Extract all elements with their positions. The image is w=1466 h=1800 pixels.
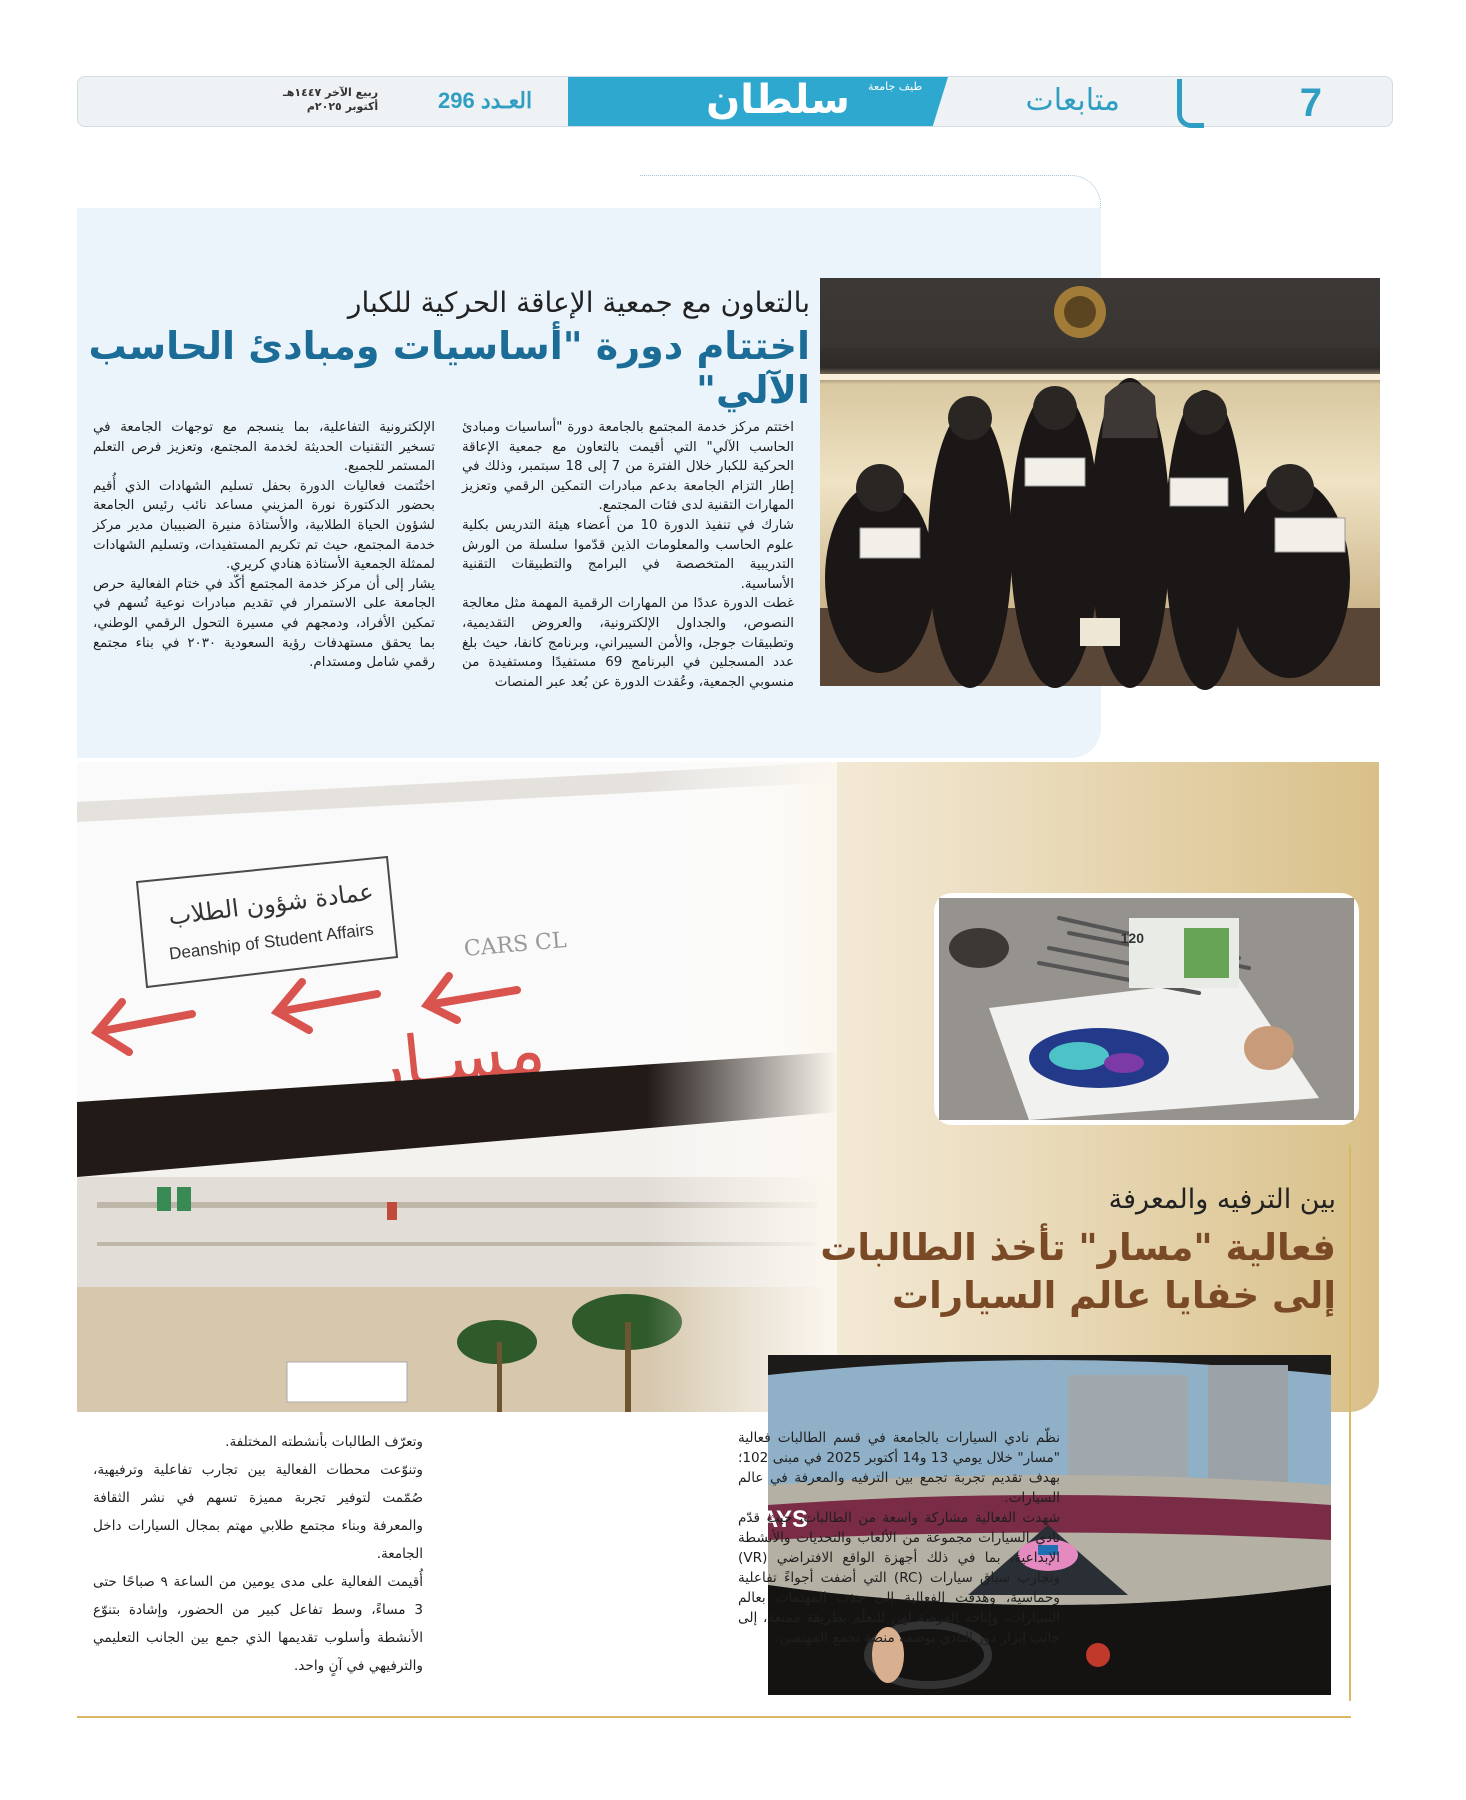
article1-kicker: بالتعاون مع جمعية الإعاقة الحركية للكبار xyxy=(347,286,810,319)
article2-paragraph: نظّم نادي السيارات بالجامعة في قسم الطالبات فعالية "مسار" خلال يومي 13 و14 أكتوبر 2025 في مبنى 102؛ بهدف تقديم تجربة تجمع بين الترفيه والمعرفة في عالم السيارات. xyxy=(738,1430,1060,1506)
masthead-logo: سلطان xyxy=(706,77,850,123)
article1-paragraph: يشار إلى أن مركز خدمة المجتمع أكّد في ختام الفعالية حرص الجامعة على الاستمرار في تقديم مبادرات نوعية تُسهم في تمكين الأفراد، ودمجهم في مسيرة التحول الرقمي الوطني، بما يحقق مستهدفات رؤية السعودية ٢٠٣٠ في بناء مجتمع رقمي شامل ومستدام. xyxy=(93,576,436,671)
article2-paragraph: وتنوّعت محطات الفعالية بين تجارب تفاعلية وترفيهية، صُمّمت لتوفير تجربة مميزة تسهم في نشر الثقافة والمعرفة وبناء مجتمع طلابي مهتم بمجال السيارات داخل الجامعة. xyxy=(93,1462,423,1562)
group-photo-illustration xyxy=(820,278,1380,686)
wall-clock-icon xyxy=(1054,286,1106,338)
hall-photo-illustration xyxy=(77,762,837,1412)
article1-paragraph: الإلكترونية التفاعلية، بما ينسجم مع توجهات الجامعة في تسخير التقنيات الحديثة لخدمة المجتمع، وتعزيز فرص التعلم المستمر للجميع. xyxy=(93,420,435,475)
article1-column-right xyxy=(462,418,794,692)
article2-kicker: بين الترفيه والمعرفة xyxy=(1108,1184,1336,1215)
article2-hall-photo xyxy=(77,762,837,1412)
issue-number: العـدد 296 xyxy=(438,88,533,113)
article2-column-left xyxy=(93,1428,423,1680)
article2-paragraph: أُقيمت الفعالية على مدى يومين من الساعة ٩ صباحًا حتى 3 مساءً، وسط تفاعل كبير من الحضور، وإشادة بتنوّع الأنشطة وأسلوب تقديمها الذي جمع بين الجانب التعليمي والترفيهي في آنٍ واحد. xyxy=(93,1574,423,1674)
sponsor-banner: QATAR AIRWAYS xyxy=(611,1506,808,1533)
masthead-logo-sub: طيف جامعة xyxy=(868,80,923,93)
article1-paragraph: اختُتمت فعاليات الدورة بحفل تسليم الشهادات الذي أُقيم بحضور الدكتورة نورة المزيني مساعد نائب رئيس الجامعة لشؤون الحياة الطلابية، والأستاذة منيرة الضبيبان مدير مركز خدمة المجتمع، حيث تم تكريم المستفيدات، وتسليم الشهادات لممثلة الجمعية الأستاذة هنادي كريري. xyxy=(93,478,435,573)
date-hijri: ربيع الآخر ١٤٤٧هـ xyxy=(283,86,379,99)
article2-side-rule xyxy=(1349,1145,1351,1701)
article1-paragraph: اختتم مركز خدمة المجتمع بالجامعة دورة "أساسيات ومبادئ الحاسب الآلي" التي أقيمت بالتعاون مع جمعية الإعاقة الحركية للكبار خلال الفترة من 7 إلى 18 سبتمبر، وذلك في إطار التزام الجامعة بدعم مبادرات التمكين الرقمي وتعزيز المهارات التقنية لدى فئات المجتمع. xyxy=(462,420,795,514)
article1-paragraph: غطت الدورة عددًا من المهارات الرقمية المهمة مثل معالجة النصوص، والجداول الإلكترونية، والعروض التقديمية، وتطبيقات جوجل، والأمن السيبراني، وبرنامج كانفا، حيث بلغ عدد المسجلين في البرنامج 69 مستفيدًا ومستفيدة من منسوبي الجمعية، وعُقدت الدورة عن بُعد عبر المنصات xyxy=(462,596,794,690)
coloring-photo-illustration xyxy=(939,898,1354,1120)
article2-column-right xyxy=(738,1428,1060,1648)
page-number: 7 xyxy=(1299,81,1322,125)
article2-headline-line1: فعالية "مسار" تأخذ الطالبات xyxy=(820,1226,1336,1269)
issue-date xyxy=(283,86,378,114)
article2-paragraph: وتعرّف الطالبات بأنشطته المختلفة. xyxy=(225,1434,423,1450)
article2-headline xyxy=(820,1224,1336,1320)
article2-bottom-rule xyxy=(77,1716,1351,1718)
page-header xyxy=(77,76,1393,127)
page-bracket-ornament xyxy=(1177,79,1204,128)
article2-coloring-photo xyxy=(934,893,1359,1125)
date-gregorian: أكتوبر ٢٠٢٥م xyxy=(306,100,379,113)
article2-headline-line2: إلى خفايا عالم السيارات xyxy=(891,1274,1336,1317)
article2-paragraph: شهدت الفعالية مشاركة واسعة من الطالبات، حيث قدّم نادي السيارات مجموعة من الألعاب والتحديات والأنشطة الإبداعية، بما في ذلك أجهزة الواقع الافتراضي (VR) وتجارب سباق سيارات (RC) التي أضفت أجواءً تفاعلية وحماسية، وهدفت الفعالية إلى جذب المهتمات بعالم السيارات، وإتاحة الفرصة لهن للتعلّم بطريقة ممتعة، إلى جانب إبراز دور النادي بوصفه منصة تجمع المهتمين، xyxy=(738,1510,1060,1646)
article1-paragraph: شارك في تنفيذ الدورة 10 من أعضاء هيئة التدريس بكلية علوم الحاسب والمعلومات الذين قدّموا سلسلة من الورش التدريبية المتخصصة في البرامج والتطبيقات التقنية الأساسية. xyxy=(462,517,794,592)
article1-frame-border xyxy=(640,175,1101,208)
article1-column-left xyxy=(93,418,435,673)
article1-headline: اختتام دورة "أساسيات ومبادئ الحاسب الآلي" xyxy=(88,324,810,412)
section-title: متابعات xyxy=(1025,83,1120,118)
article1-photo xyxy=(820,278,1380,686)
marker-box-number: 120 xyxy=(1120,930,1144,946)
